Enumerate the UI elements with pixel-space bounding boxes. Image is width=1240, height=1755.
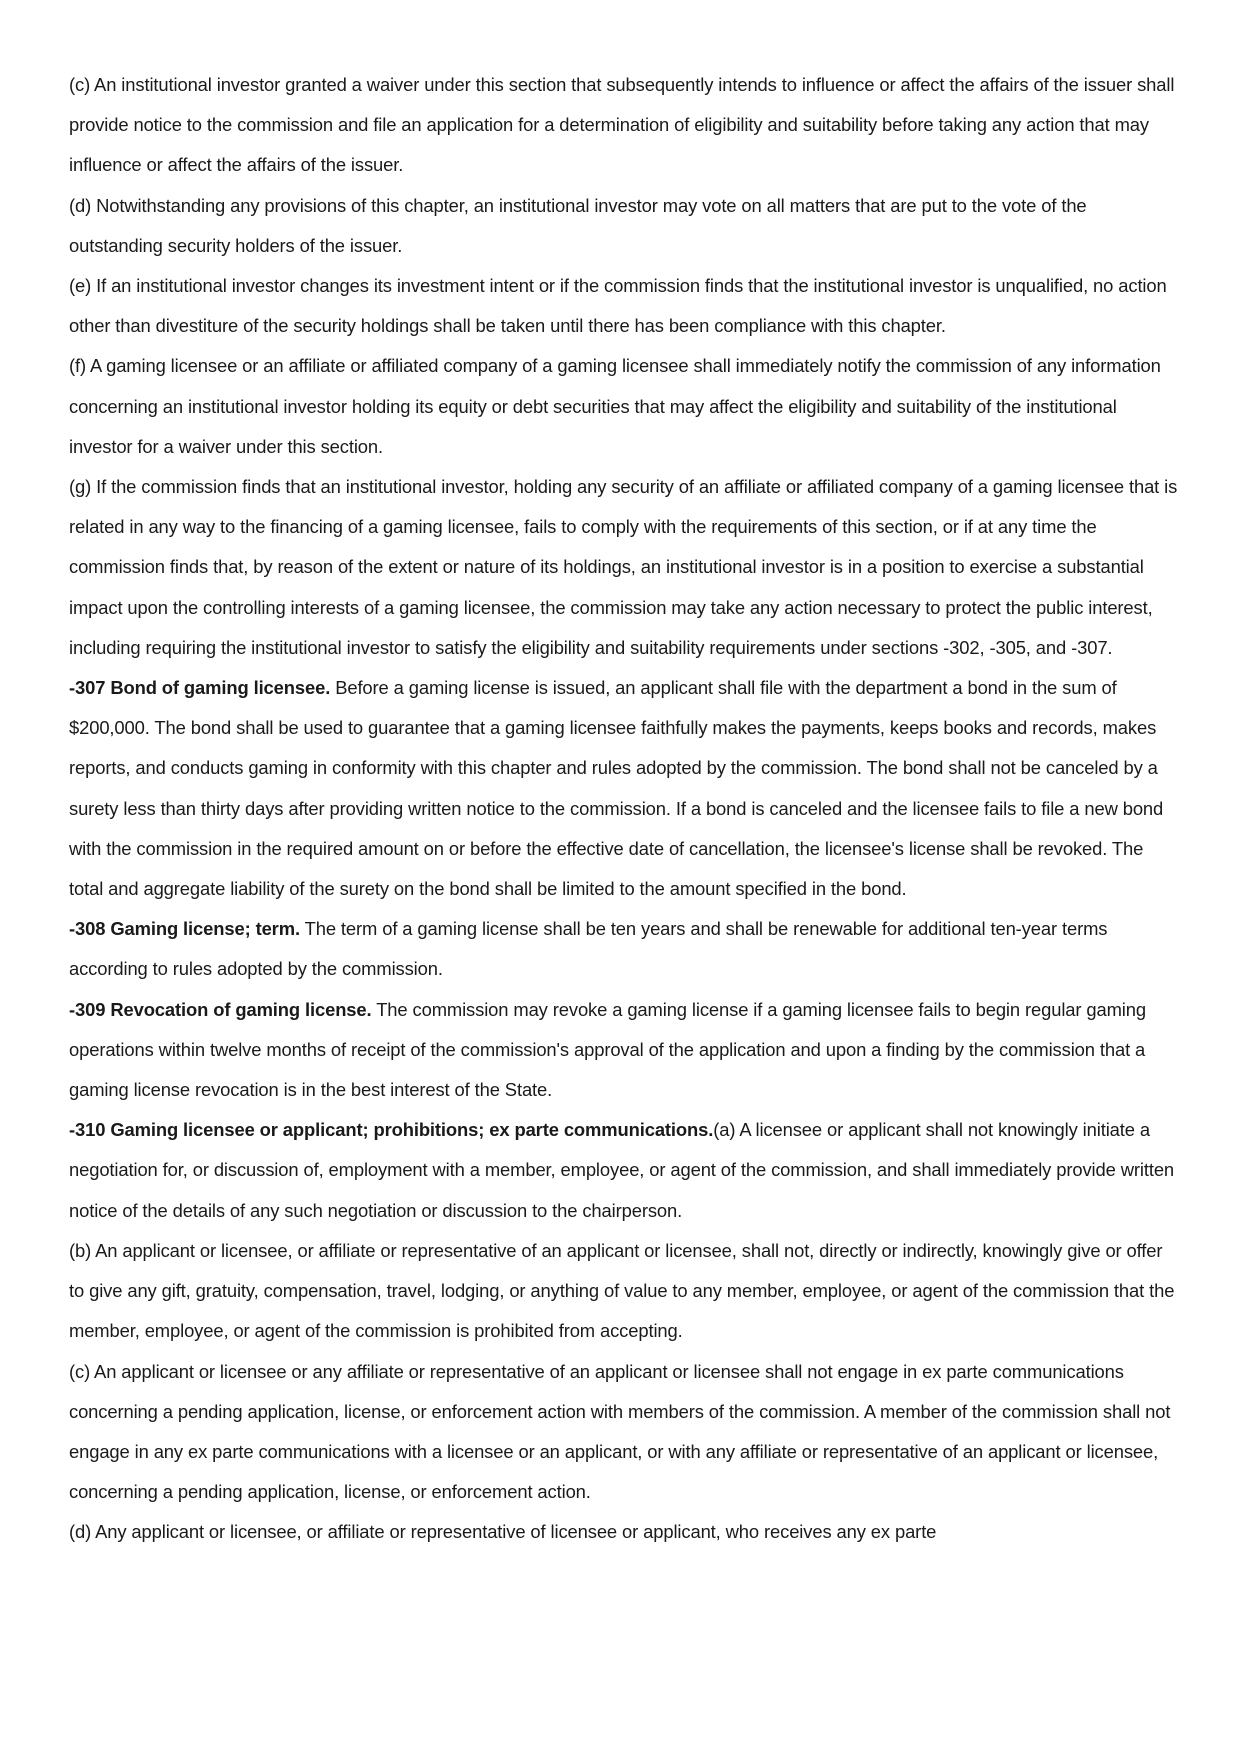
paragraph-e-investment-intent <box>69 266 1179 346</box>
paragraph-c-waiver-notice <box>69 65 1179 186</box>
paragraph-text: (f) A gaming licensee or an affiliate or affiliated company of a gaming licensee shall immediately notify the commission of any information concerning an institutional investor holding its equity or debt securities that may affect the eligibility and suitability of the institutional investor for a waiver under this section. <box>69 355 1161 457</box>
section-310-prohibitions <box>69 1110 1179 1231</box>
paragraph-text: (g) If the commission finds that an institutional investor, holding any security of an affiliate or affiliated company of a gaming licensee that is related in any way to the financing of a gaming licensee, fails to comply with the requirements of this section, or if at any time the commission finds that, by reason of the extent or nature of its holdings, an institutional investor is in a position to exercise a substantial impact upon the controlling interests of a gaming licensee, the commission may take any action necessary to protect the public interest, including requiring the institutional investor to satisfy the eligibility and suitability requirements under sections -302, -305, and -307. <box>69 476 1178 658</box>
section-heading: -309 Revocation of gaming license. <box>69 998 372 1020</box>
paragraph-b-gifts <box>69 1231 1179 1352</box>
paragraph-text: (c) An applicant or licensee or any affiliate or representative of an applicant or licensee shall not engage in ex parte communications concerning a pending application, license, or enforcement action with members of the commission. A member of the commission shall not engage in any ex parte communications with a licensee or an applicant, or with any affiliate or representative of an applicant or licensee, concerning a pending application, license, or enforcement action. <box>69 1360 1171 1503</box>
paragraph-text: (c) An institutional investor granted a waiver under this section that subsequently intends to influence or affect the affairs of the issuer shall provide notice to the commission and file an application for a determination of eligibility and suitability before taking any action that may influence or affect the affairs of the issuer. <box>69 74 1175 176</box>
section-307-bond <box>69 668 1179 909</box>
paragraph-text: The term of a gaming license shall be ten years and shall be renewable for additional ten-year terms according to rules adopted by the commission. <box>69 918 1108 980</box>
section-308-term <box>69 909 1179 989</box>
paragraph-text: (d) Notwithstanding any provisions of this chapter, an institutional investor may vote on all matters that are put to the vote of the outstanding security holders of the issuer. <box>69 194 1087 256</box>
paragraph-f-notify-commission <box>69 346 1179 467</box>
paragraph-text: (e) If an institutional investor changes its investment intent or if the commission finds that the institutional investor is unqualified, no action other than divestiture of the security holdings shall be taken until there has been compliance with this chapter. <box>69 275 1167 337</box>
document-page <box>69 65 1179 1553</box>
paragraph-d-ex-parte-receipt <box>69 1512 1179 1552</box>
paragraph-text: The commission may revoke a gaming license if a gaming licensee fails to begin regular gaming operations within twelve months of receipt of the commission's approval of the application and upon a finding by the commission that a gaming license revocation is in the best interest of the State. <box>69 998 1146 1101</box>
paragraph-c-ex-parte <box>69 1352 1179 1513</box>
paragraph-g-compliance <box>69 467 1179 668</box>
section-309-revocation <box>69 990 1179 1111</box>
paragraph-text: (a) A licensee or applicant shall not knowingly initiate a negotiation for, or discussion of, employment with a member, employee, or agent of the commission, and shall immediately provide written notice of the details of any such negotiation or discussion to the chairperson. <box>69 1119 1175 1221</box>
paragraph-d-voting <box>69 186 1179 266</box>
paragraph-text: Before a gaming license is issued, an applicant shall file with the department a bond in the sum of $200,000. The bond shall be used to guarantee that a gaming licensee faithfully makes the payments, keeps books and records, makes reports, and conducts gaming in conformity with this chapter and rules adopted by the commission. The bond shall not be canceled by a surety less than thirty days after providing written notice to the commission. If a bond is canceled and the licensee fails to file a new bond with the commission in the required amount on or before the effective date of cancellation, the licensee's license shall be revoked. The total and aggregate liability of the surety on the bond shall be limited to the amount specified in the bond. <box>69 677 1164 900</box>
paragraph-text: (b) An applicant or licensee, or affiliate or representative of an applicant or licensee, shall not, directly or indirectly, knowingly give or offer to give any gift, gratuity, compensation, travel, lodging, or anything of value to any member, employee, or agent of the commission that the member, employee, or agent of the commission is prohibited from accepting. <box>69 1239 1175 1342</box>
section-heading: -308 Gaming license; term. <box>69 918 300 940</box>
section-heading: -310 Gaming licensee or applicant; prohibitions; ex parte communications. <box>69 1119 714 1141</box>
section-heading: -307 Bond of gaming licensee. <box>69 677 331 699</box>
paragraph-text: (d) Any applicant or licensee, or affiliate or representative of licensee or applicant, who receives any ex parte <box>69 1521 937 1543</box>
